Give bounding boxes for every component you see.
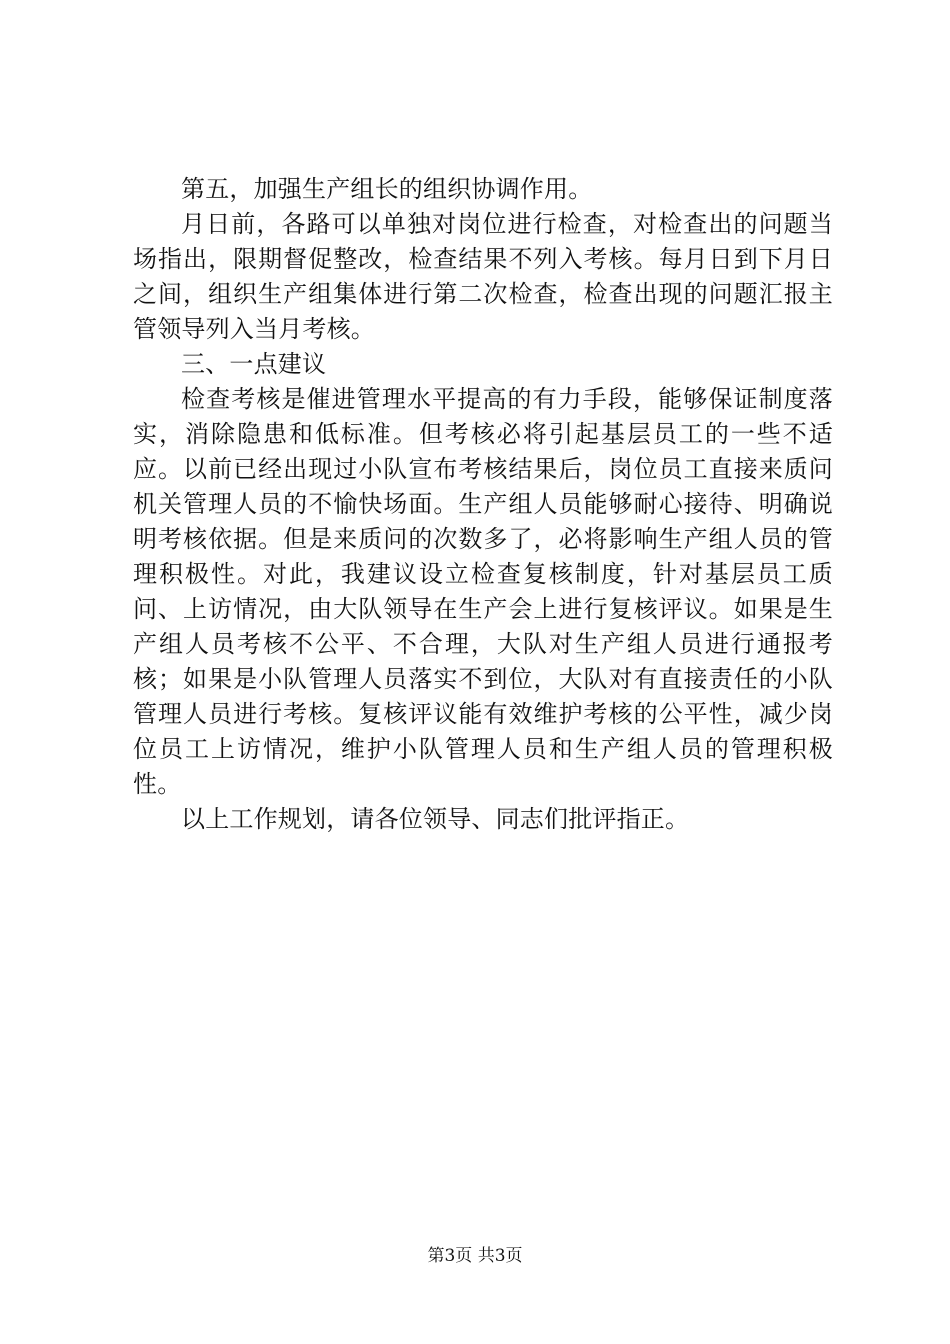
page-footer xyxy=(0,1244,950,1268)
paragraph-suggestion-body: 检查考核是催进管理水平提高的有力手段，能够保证制度落实，消除隐患和低标准。但考核必将引起基层员工的一些不适应。以前已经出现过小队宣布考核结果后，岗位员工直接来质问机关管理人员的不愉快场面。生产组人员能够耐心接待、明确说明考核依据。但是来质问的次数多了，必将影响生产组人员的管理积极性。对此，我建议设立检查复核制度，针对基层员工质问、上访情况，由大队领导在生产会上进行复核评议。如果是生产组人员考核不公平、不合理，大队对生产组人员进行通报考核；如果是小队管理人员落实不到位，大队对有直接责任的小队管理人员进行考核。复核评议能有效维护考核的公平性，减少岗位员工上访情况，维护小队管理人员和生产组人员的管理积极性。 xyxy=(133,385,833,798)
paragraph-section-five: 第五，加强生产组长的组织协调作用。 xyxy=(181,175,593,203)
document-body xyxy=(133,172,833,837)
page-number-indicator: 第3页 共3页 xyxy=(427,1246,523,1266)
section-heading-suggestion: 三、一点建议 xyxy=(181,350,327,378)
paragraph-inspection-schedule: 月日前，各路可以单独对岗位进行检查，对检查出的问题当场指出，限期督促整改，检查结果不列入考核。每月日到下月日之间，组织生产组集体进行第二次检查，检查出现的问题汇报主管领导列入当月考核。 xyxy=(133,210,833,343)
paragraph-closing: 以上工作规划，请各位领导、同志们批评指正。 xyxy=(181,805,690,833)
